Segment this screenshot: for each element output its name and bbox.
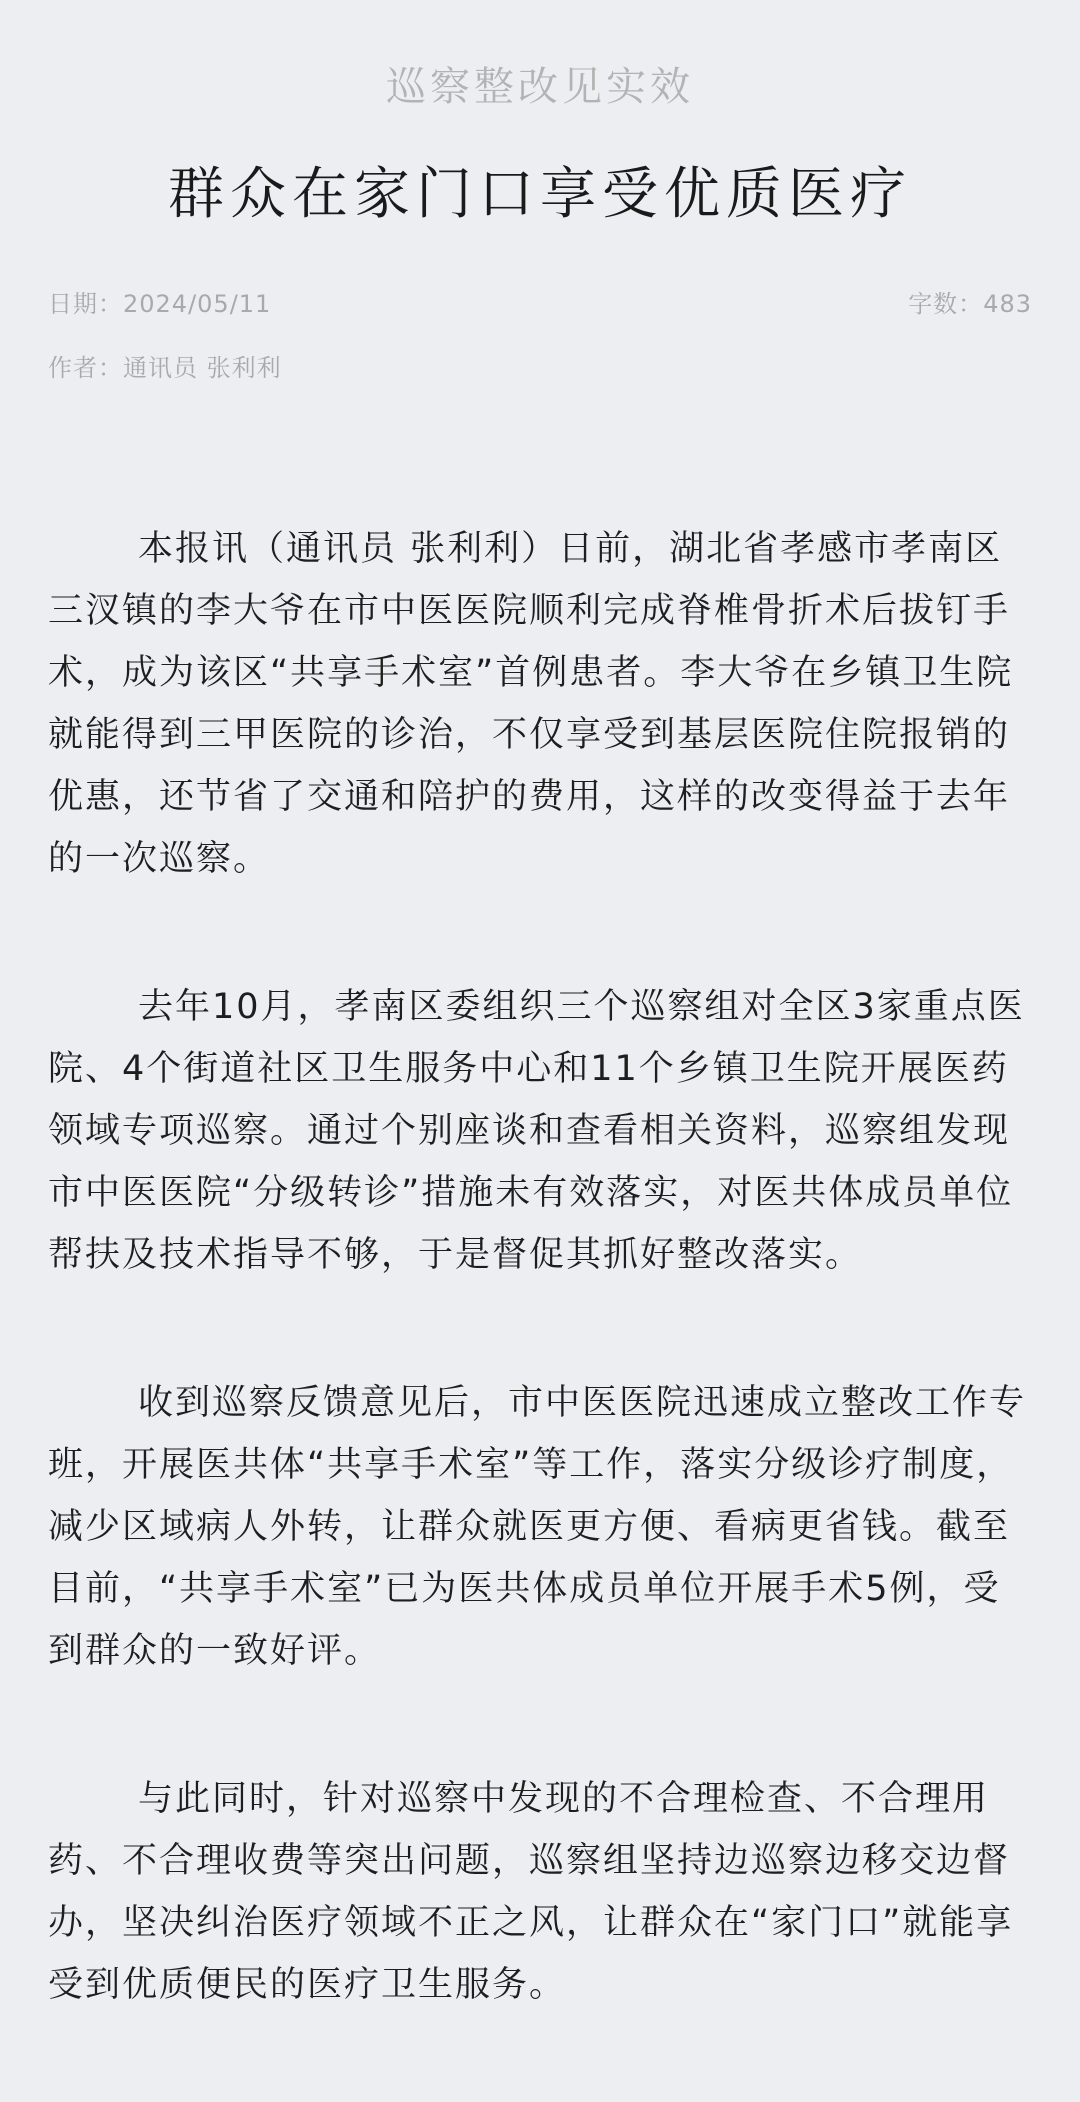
word-count-label: 字数：	[908, 290, 984, 318]
article-paragraph-4: 与此同时，针对巡察中发现的不合理检查、不合理用药、不合理收费等突出问题，巡察组坚持边巡察边移交边督办，坚决纠治医疗领域不正之风，让群众在“家门口”就能享受到优质便民的医疗卫生服务。	[48, 1779, 1014, 2005]
article-subtitle: 巡察整改见实效	[386, 64, 694, 110]
author-value: 通讯员 张利利	[123, 354, 282, 382]
date-info	[48, 286, 271, 322]
word-count-info	[908, 286, 1032, 322]
author-info	[48, 350, 282, 386]
article-body	[48, 518, 1032, 2102]
article-paragraph-2: 去年10月，孝南区委组织三个巡察组对全区3家重点医院、4个街道社区卫生服务中心和11个乡镇卫生院开展医药领域专项巡察。通过个别座谈和查看相关资料，巡察组发现市中医医院“分级转诊”措施未有效落实，对医共体成员单位帮扶及技术指导不够，于是督促其抓好整改落实。	[48, 987, 1025, 1275]
article-title: 群众在家门口享受优质医疗	[168, 162, 912, 227]
article-paragraph-3: 收到巡察反馈意见后，市中医医院迅速成立整改工作专班，开展医共体“共享手术室”等工作，落实分级诊疗制度，减少区域病人外转，让群众就医更方便、看病更省钱。截至目前，“共享手术室”已为医共体成员单位开展手术5例，受到群众的一致好评。	[48, 1383, 1027, 1671]
word-count-value: 483	[983, 290, 1032, 318]
date-label: 日期：	[48, 290, 123, 318]
author-label: 作者：	[48, 354, 123, 382]
article-paragraph-1: 本报讯（通讯员 张利利）日前，湖北省孝感市孝南区三汊镇的李大爷在市中医医院顺利完成脊椎骨折术后拔钉手术，成为该区“共享手术室”首例患者。李大爷在乡镇卫生院就能得到三甲医院的诊治，不仅享受到基层医院住院报销的优惠，还节省了交通和陪护的费用，这样的改变得益于去年的一次巡察。	[48, 529, 1014, 879]
date-value: 2024/05/11	[123, 290, 272, 318]
